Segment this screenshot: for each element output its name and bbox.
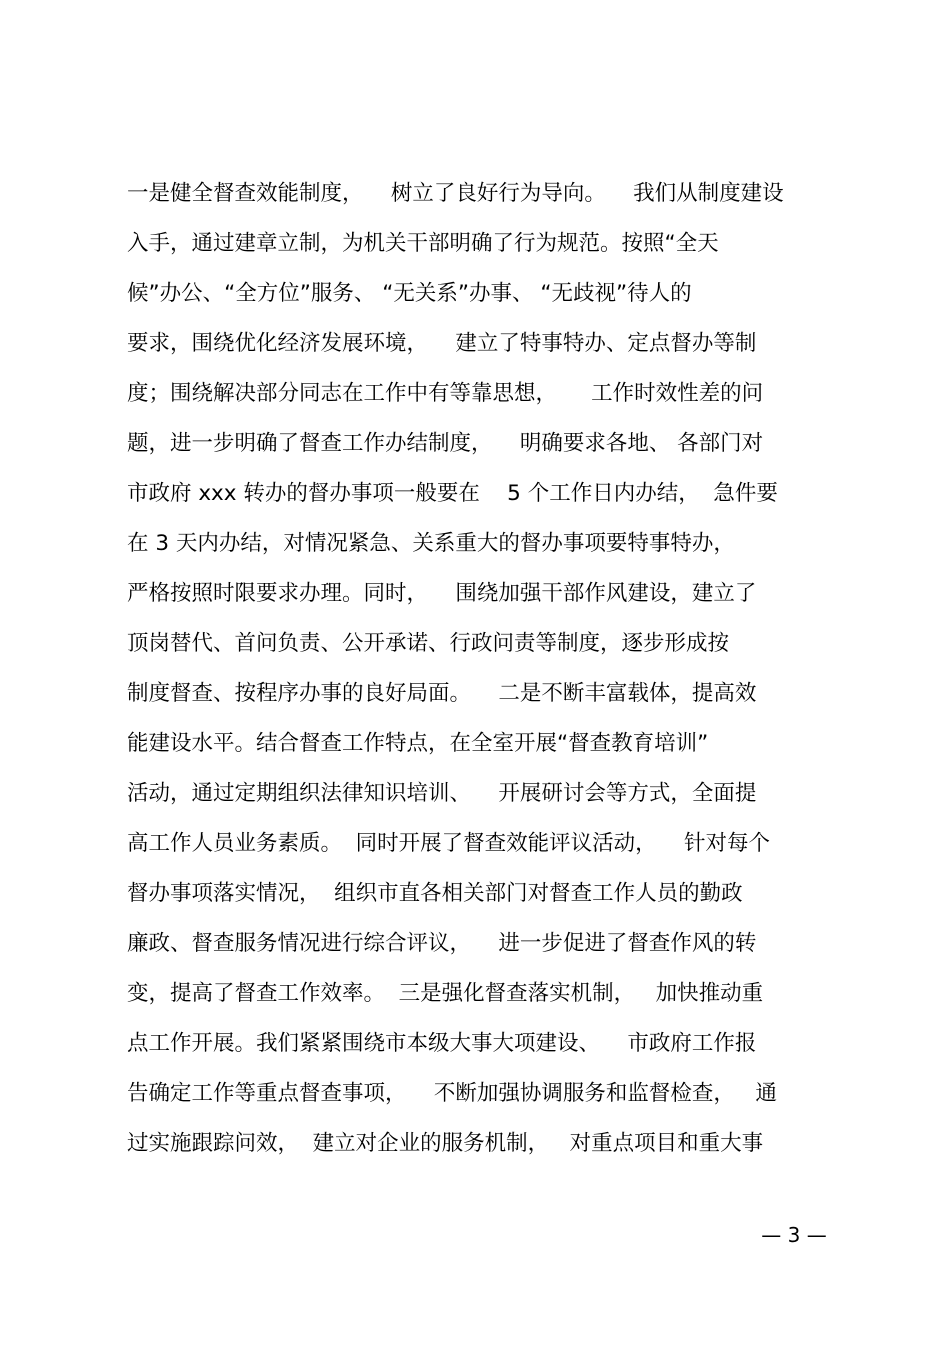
body-paragraph: [127, 172, 837, 1172]
text-line: 廉政、督查服务情况进行综合评议， 进一步促进了督查作风的转: [127, 931, 757, 956]
text-line: 制度督查、按程序办事的良好局面。 二是不断丰富载体，提高效: [127, 681, 757, 706]
text-line: 活动，通过定期组织法律知识培训、 开展研讨会等方式，全面提: [127, 781, 757, 806]
text-line: 严格按照时限要求办理。同时， 围绕加强干部作风建设，建立了: [127, 581, 757, 606]
text-line: 高工作人员业务素质。 同时开展了督查效能评议活动， 针对每个: [127, 831, 771, 856]
text-line: 告确定工作等重点督查事项， 不断加强协调服务和监督检查， 通: [127, 1081, 777, 1106]
text-line: 督办事项落实情况， 组织市直各相关部门对督查工作人员的勤政: [127, 881, 743, 906]
text-line: 在 3 天内办结，对情况紧急、关系重大的督办事项要特事特办，: [127, 531, 735, 556]
text-line: 度；围绕解决部分同志在工作中有等靠思想， 工作时效性差的问: [127, 381, 764, 406]
text-line: 变，提高了督查工作效率。 三是强化督查落实机制， 加快推动重: [127, 981, 764, 1006]
text-line: 过实施跟踪问效， 建立对企业的服务机制， 对重点项目和重大事: [127, 1131, 764, 1156]
text-line: 入手，通过建章立制，为机关干部明确了行为规范。按照“全天: [127, 231, 719, 256]
text-line: 一是健全督查效能制度， 树立了良好行为导向。 我们从制度建设: [127, 181, 784, 206]
text-line: 顶岗替代、首问负责、公开承诺、行政问责等制度，逐步形成按: [127, 631, 730, 656]
text-line: 候”办公、“全方位”服务、 “无关系”办事、 “无歧视”待人的: [127, 281, 692, 306]
text-line: 点工作开展。我们紧紧围绕市本级大事大项建设、 市政府工作报: [127, 1031, 757, 1056]
text-line: 市政府 xxx 转办的督办事项一般要在 5 个工作日内办结， 急件要: [127, 481, 778, 506]
page-number: — 3 —: [761, 1223, 827, 1247]
text-line: 要求，围绕优化经济发展环境， 建立了特事特办、定点督办等制: [127, 331, 757, 356]
text-line: 题，进一步明确了督查工作办结制度， 明确要求各地、 各部门对: [127, 431, 764, 456]
text-line: 能建设水平。结合督查工作特点，在全室开展“督查教育培训”: [127, 731, 709, 756]
